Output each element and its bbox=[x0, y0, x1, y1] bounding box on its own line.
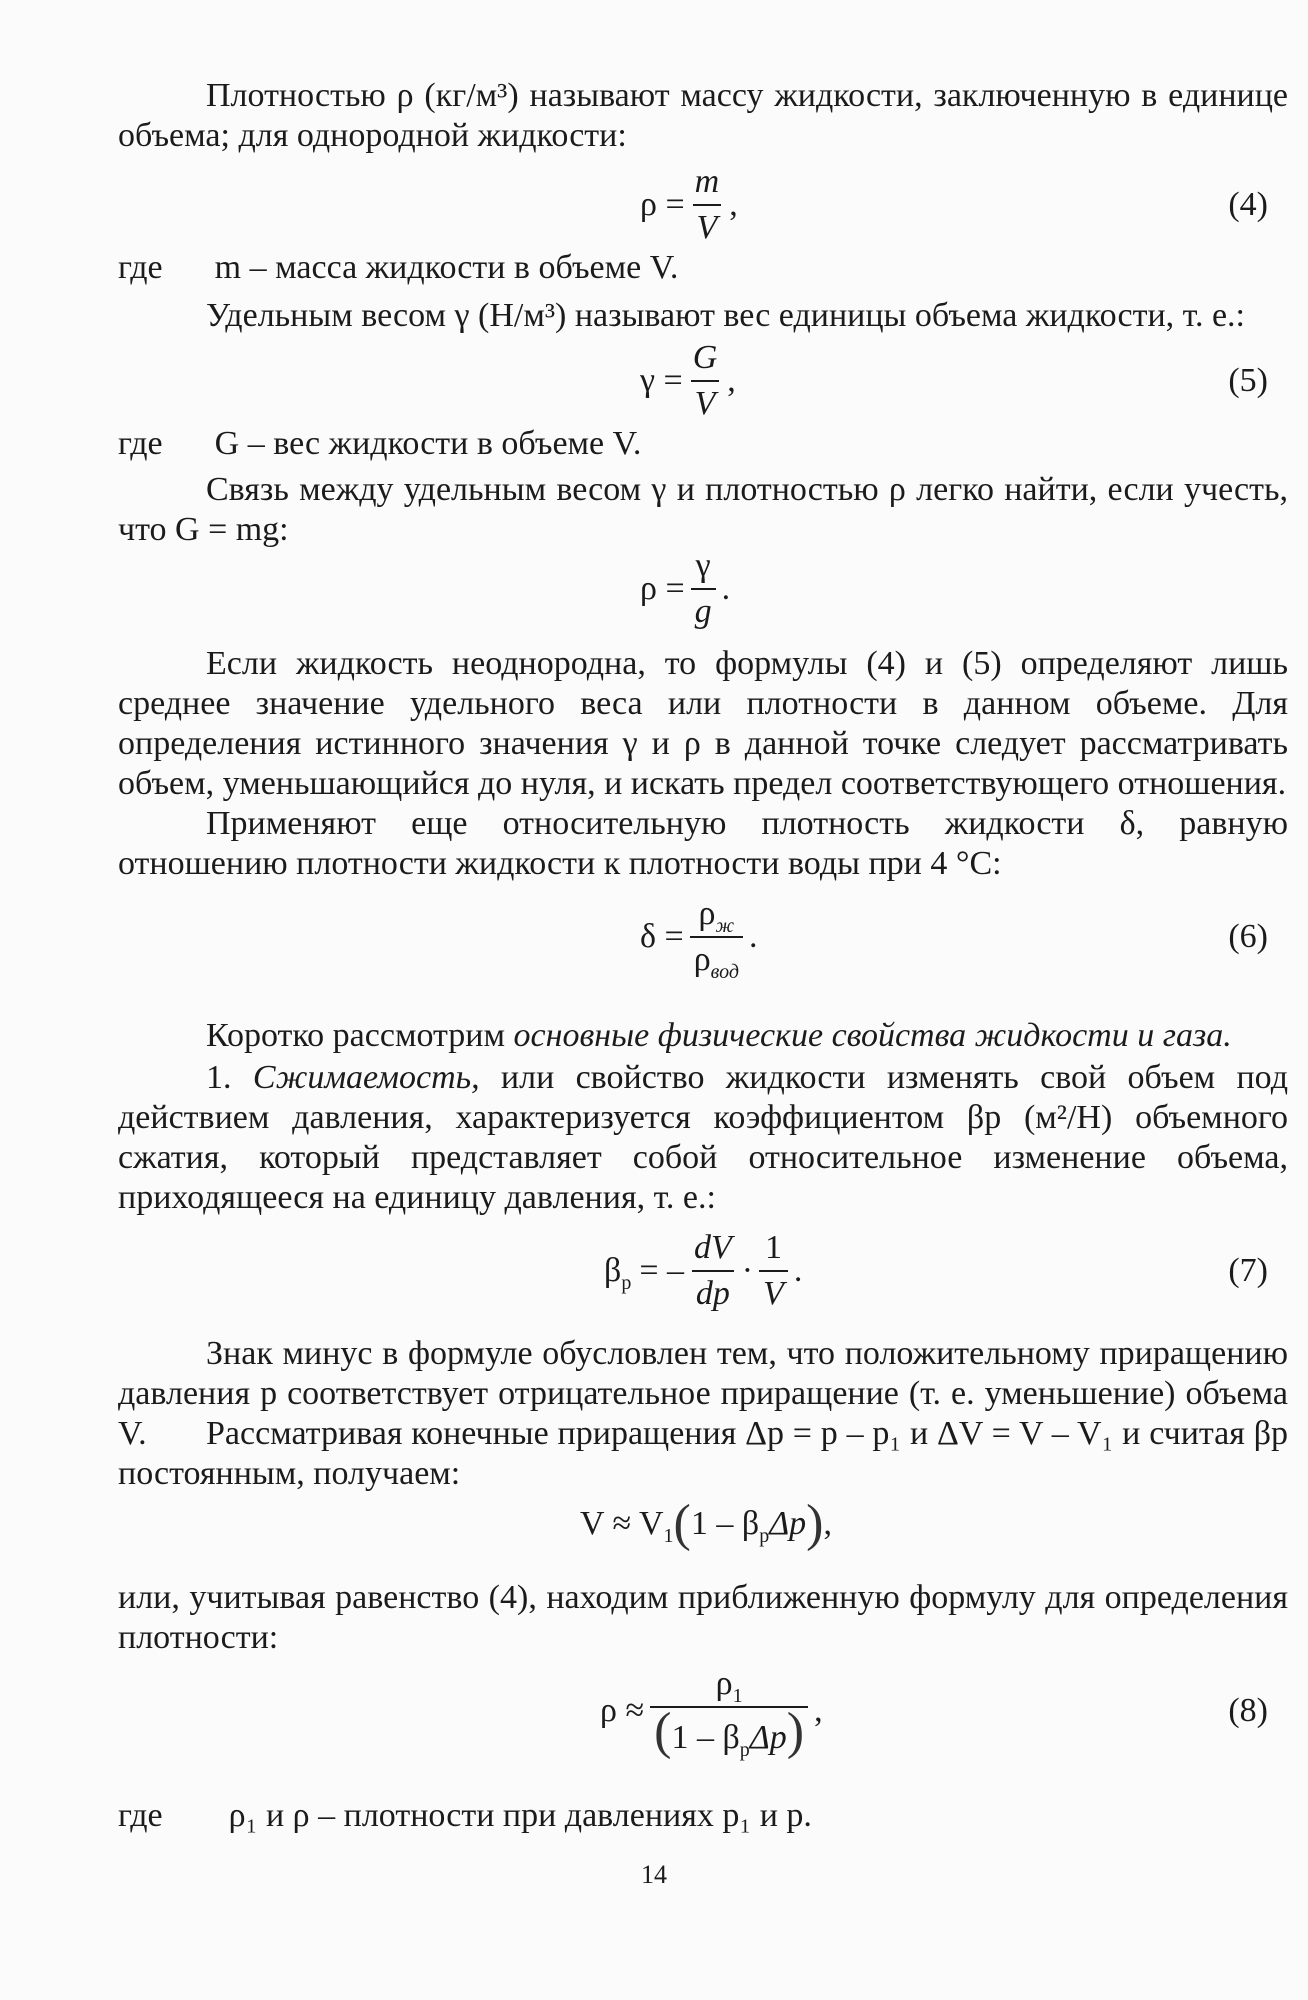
paragraph-density-definition: Плотностью ρ (кг/м³) называют массу жидкости, заключенную в единице объема; для однородной жидкости: bbox=[118, 77, 1288, 154]
formula-rho-gamma-g: ρ = $\frac{\gamma}{g}$ . bbox=[640, 547, 731, 630]
formula-volume-approx: $V \approx V_1$ ( $1 - \beta_p\Delta p$ ) , bbox=[580, 1495, 832, 1552]
paragraph-relation: Связь между удельным весом γ и плотностью ρ легко найти, если учесть, что G = mg: bbox=[118, 471, 1288, 548]
paragraph-properties-intro: Коротко рассмотрим основные физические свойства жидкости и газа. bbox=[206, 1017, 1232, 1054]
formula-8: ρ ≈ $\frac{\rho_1}{(1 - \beta_p\Delta p)}$ , (8) bbox=[600, 1665, 1268, 1761]
page-number: 14 bbox=[641, 1860, 667, 1889]
where-clause-2: где G – вес жидкости в объеме V. bbox=[118, 425, 642, 462]
paragraph-minus-sign: Знак минус в формуле обусловлен тем, что положительному приращению давления p соответствует отрицательное приращение (т. е. уменьшение) объема V. bbox=[118, 1335, 1288, 1452]
equation-number-8: (8) bbox=[1228, 1692, 1268, 1729]
where-clause-3: где ρ₁ и ρ – плотности при давлениях p₁ и p. bbox=[118, 1797, 812, 1834]
paragraph-finite-increments: Рассматривая конечные приращения Δp = p – p₁ и ΔV = V – V₁ и считая βр постоянным, получаем: bbox=[118, 1415, 1288, 1492]
paragraph-nonuniform: Если жидкость неоднородна, то формулы (4) и (5) определяют лишь среднее значение удельного веса или плотности в данном объеме. Для определения истинного значения γ и ρ в данной точке следует рассматривать объем, уменьшающийся до нуля, и искать предел соответствующего отношения. bbox=[118, 645, 1288, 802]
formula-6: δ = $\frac{\rho_ж}{\rho_{вод}}$ . (6) bbox=[640, 895, 1268, 983]
equation-number-5: (5) bbox=[1228, 362, 1268, 399]
equation-number-7: (7) bbox=[1228, 1252, 1268, 1289]
paragraph-approx-density: или, учитывая равенство (4), находим приближенную формулу для определения плотности: bbox=[118, 1579, 1288, 1656]
paragraph-specific-weight: Удельным весом γ (Н/м³) называют вес единицы объема жидкости, т. е.: bbox=[206, 297, 1245, 334]
equation-number-6: (6) bbox=[1228, 918, 1268, 955]
formula-4: ρ = $\frac{m}{V}$ , (4) bbox=[640, 163, 1268, 246]
equation-number-4: (4) bbox=[1228, 186, 1268, 223]
paragraph-relative-density: Применяют еще относительную плотность жидкости δ, равную отношению плотности жидкости к плотности воды при 4 °С: bbox=[118, 805, 1288, 882]
where-clause-1: где m – масса жидкости в объеме V. bbox=[118, 249, 679, 286]
formula-5: γ = $\frac{G}{V}$ , (5) bbox=[640, 339, 1268, 422]
paragraph-compressibility: 1. Сжимаемость, или свойство жидкости изменять свой объем под действием давления, характеризуется коэффициентом βр (м²/Н) объемного сжатия, который представляет собой относительное изменение объема, приходящееся на единицу давления, т. е.: bbox=[118, 1059, 1288, 1216]
formula-7: $\beta_p$ = – $\frac{dV}{dp}$ · $\frac{1}{V}$ . (7) bbox=[604, 1229, 1268, 1312]
